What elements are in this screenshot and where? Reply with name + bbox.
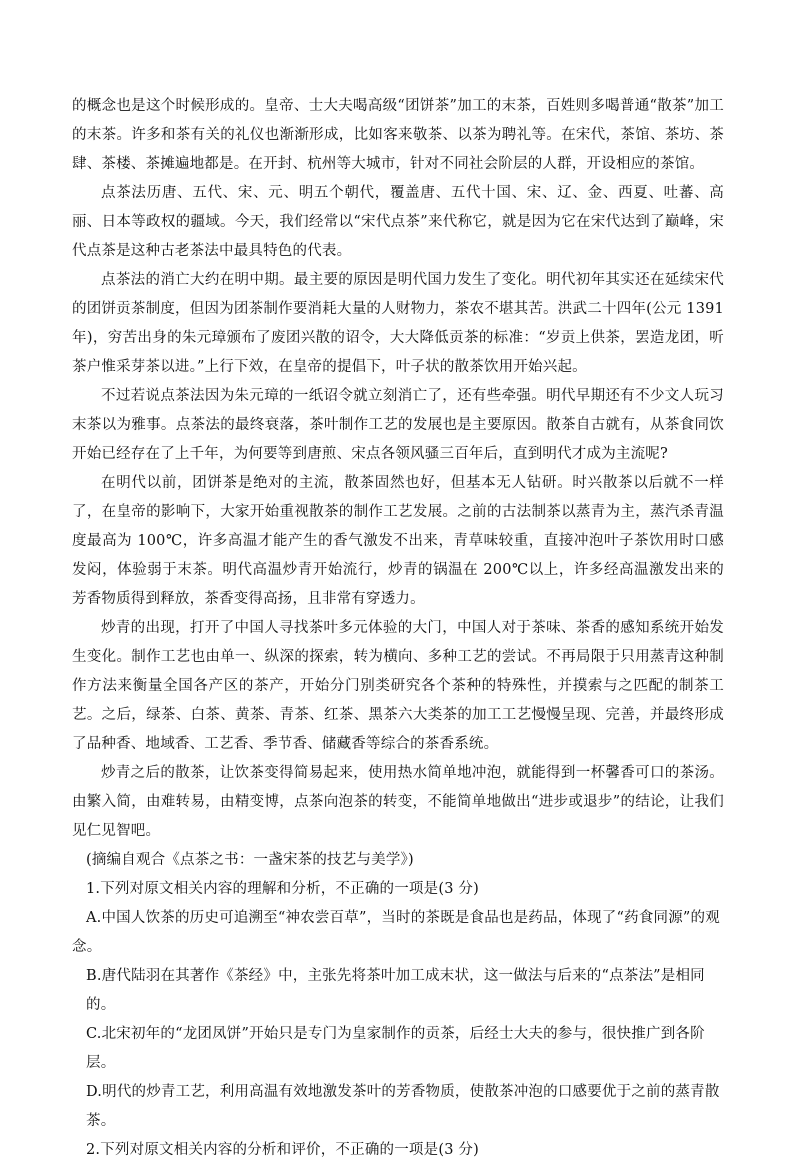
question-1-option-d: D.明代的炒青工艺，利用高温有效地激发茶叶的芳香物质，使散茶冲泡的口感要优于之前的蒸青散茶。 bbox=[86, 1084, 720, 1129]
question-1-option-b: B.唐代陆羽在其著作《茶经》中，主张先将茶叶加工成末状，这一做法与后来的“点茶法”是相同的。 bbox=[86, 968, 705, 1013]
document-body bbox=[72, 92, 724, 1165]
paragraph: 不过若说点茶法因为朱元璋的一纸诏令就立刻消亡了，还有些牵强。明代早期还有不少文人玩习末茶以为雅事。点茶法的最终衰落，茶叶制作工艺的发展也是主要原因。散茶自古就有，从茶食同饮开始已经存在了上千年，为何要等到唐煎、宋点各领风骚三百年后，直到明代才成为主流呢? bbox=[72, 388, 724, 462]
source-citation: (摘编自观合《点茶之书：一盏宋茶的技艺与美学》) bbox=[86, 852, 414, 868]
question-1-option-a: A.中国人饮茶的历史可追溯至“神农尝百草”，当时的茶既是食品也是药品，体现了“药食同源”的观念。 bbox=[72, 910, 720, 955]
paragraph: 炒青之后的散茶，让饮茶变得简易起来，使用热水简单地冲泡，就能得到一杯馨香可口的茶汤。由繁入简，由难转易，由精变博，点茶向泡茶的转变，不能简单地做出“进步或退步”的结论，让我们见仁见智吧。 bbox=[72, 765, 724, 839]
paragraph: 炒青的出现，打开了中国人寻找茶叶多元体验的大门，中国人对于茶味、茶香的感知系统开始发生变化。制作工艺也由单一、纵深的探索，转为横向、多种工艺的尝试。不再局限于只用蒸青这种制作方法来衡量全国各产区的茶产，开始分门别类研究各个茶种的特殊性，并摸索与之匹配的制茶工艺。之后，绿茶、白茶、黄茶、青茶、红茶、黑茶六大类茶的加工工艺慢慢呈现、完善，并最终形成了品种香、地域香、工艺香、季节香、储藏香等综合的茶香系统。 bbox=[72, 620, 724, 752]
question-2-stem: 2.下列对原文相关内容的分析和评价，不正确的一项是(3 分) bbox=[86, 1142, 479, 1158]
paragraph: 点茶法的消亡大约在明中期。最主要的原因是明代国力发生了变化。明代初年其实还在延续宋代的团饼贡茶制度，但因为团茶制作要消耗大量的人财物力，茶农不堪其苦。洪武二十四年(公元 1391 年)，穷苦出身的朱元璋颁布了废团兴散的诏令，大大降低贡茶的标准：“岁贡上供茶，罢造龙团，听茶户惟采芽茶以进。”上行下效，在皇帝的提倡下，叶子状的散茶饮用开始兴起。 bbox=[72, 272, 724, 375]
question-1-stem: 1.下列对原文相关内容的理解和分析，不正确的一项是(3 分) bbox=[86, 881, 479, 897]
question-1-option-c: C.北宋初年的“龙团凤饼”开始只是专门为皇家制作的贡茶，后经士大夫的参与，很快推广到各阶层。 bbox=[86, 1026, 705, 1071]
paragraph-continuation: 的概念也是这个时候形成的。皇帝、士大夫喝高级“团饼茶”加工的末茶，百姓则多喝普通“散茶”加工的末茶。许多和茶有关的礼仪也渐渐形成，比如客来敬茶、以茶为聘礼等。在宋代，茶馆、茶坊、茶肆、茶楼、茶摊遍地都是。在开封、杭州等大城市，针对不同社会阶层的人群，开设相应的茶馆。 bbox=[72, 98, 724, 172]
paragraph: 在明代以前，团饼茶是绝对的主流，散茶固然也好，但基本无人钻研。时兴散茶以后就不一样了，在皇帝的影响下，大家开始重视散茶的制作工艺发展。之前的古法制茶以蒸青为主，蒸汽杀青温度最高为 100℃，许多高温才能产生的香气激发不出来，青草味较重，直接冲泡叶子茶饮用时口感发闷，体验弱于末茶。明代高温炒青开始流行，炒青的锅温在 200℃以上，许多经高温激发出来的芳香物质得到释放，茶香变得高扬，且非常有穿透力。 bbox=[72, 475, 724, 607]
paragraph: 点茶法历唐、五代、宋、元、明五个朝代，覆盖唐、五代十国、宋、辽、金、西夏、吐蕃、高丽、日本等政权的疆域。今天，我们经常以“宋代点茶”来代称它，就是因为它在宋代达到了巅峰，宋代点茶是这种古老茶法中最具特色的代表。 bbox=[72, 185, 724, 259]
